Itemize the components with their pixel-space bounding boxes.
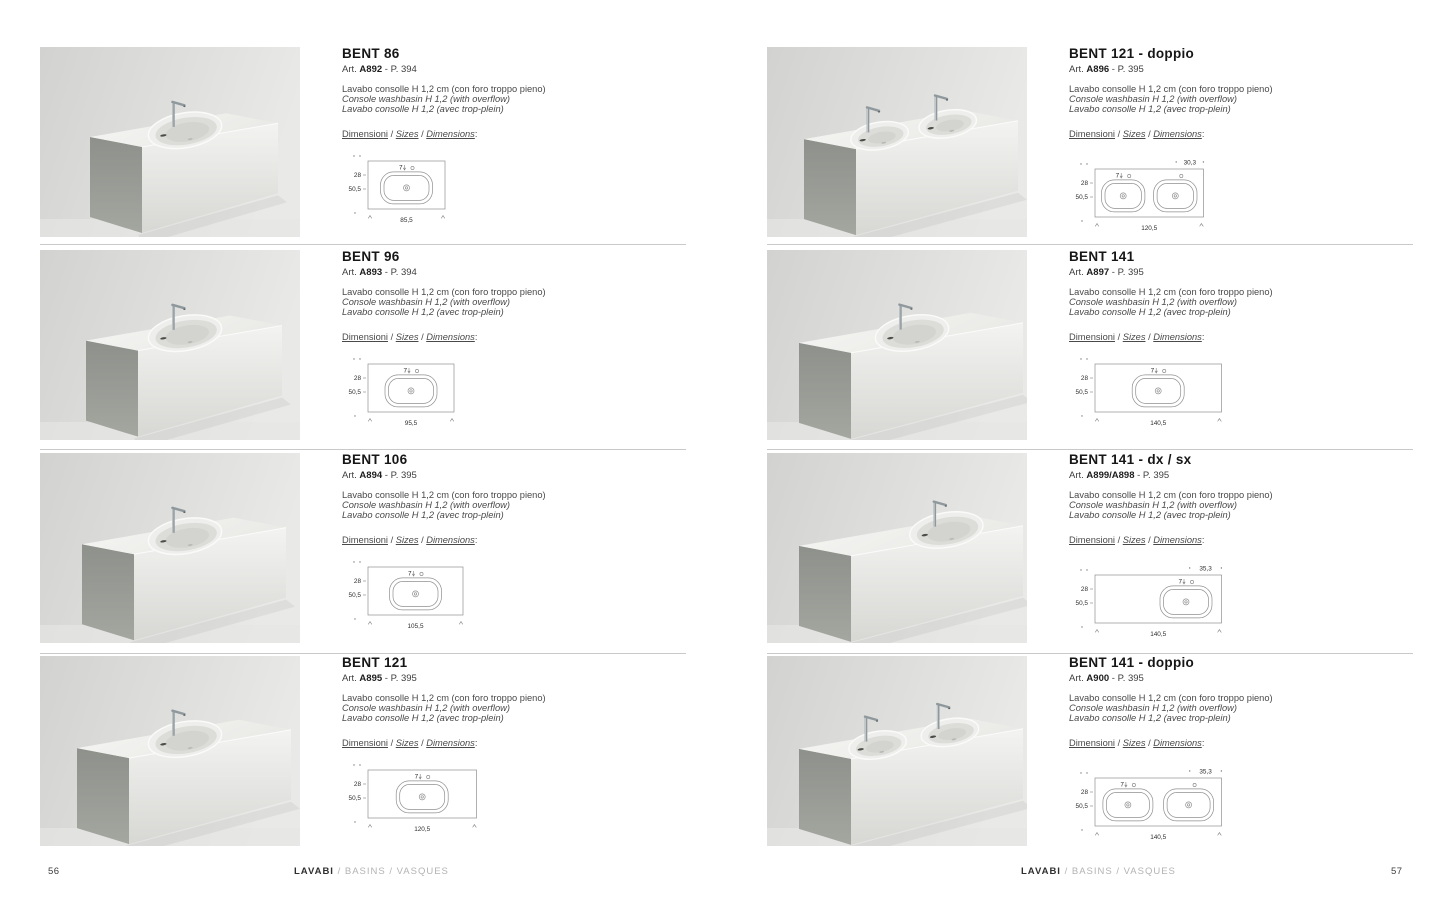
- article-code: A896: [1086, 64, 1110, 75]
- product-photo: [767, 453, 1027, 643]
- product-info: [342, 656, 682, 836]
- product-info: [342, 250, 682, 430]
- description-italian: Lavabo consolle H 1,2 cm (con foro troppo pieno): [342, 84, 546, 94]
- article-label: Art.: [342, 470, 360, 481]
- dimensions-sep: /: [388, 129, 396, 139]
- article-code: A893: [359, 267, 383, 278]
- svg-text:50,5: 50,5: [348, 592, 361, 599]
- dimensions-label-en: Sizes: [395, 129, 419, 139]
- description-italian: Lavabo consolle H 1,2 cm (con foro troppo pieno): [1069, 693, 1273, 703]
- article-label: Art.: [1069, 673, 1087, 684]
- description-french: Lavabo consolle H 1,2 (avec trop-plein): [1069, 713, 1231, 723]
- svg-text:85,5: 85,5: [400, 217, 413, 224]
- product-name: BENT 121: [342, 655, 408, 670]
- dimensions-label-en: Sizes: [1122, 332, 1146, 342]
- article-code: A892: [359, 64, 383, 75]
- page-56: [0, 0, 726, 920]
- description-italian: Lavabo consolle H 1,2 cm (con foro troppo pieno): [342, 287, 546, 297]
- dimensions-label-fr: Dimensions: [1153, 535, 1202, 545]
- svg-text:140,5: 140,5: [1150, 834, 1167, 841]
- description-french: Lavabo consolle H 1,2 (avec trop-plein): [1069, 510, 1231, 520]
- dimensions-label-it: Dimensioni: [1069, 738, 1115, 748]
- dimensions-label-it: Dimensioni: [342, 332, 388, 342]
- dimensions-label-en: Sizes: [1122, 738, 1146, 748]
- svg-text:28: 28: [1080, 180, 1088, 187]
- dimensions-colon: :: [474, 738, 478, 748]
- product-name: BENT 96: [342, 249, 400, 264]
- dimensions-sep: /: [1145, 332, 1154, 342]
- product-info: [1069, 656, 1409, 844]
- footer-category-suffix: / BASINS / VASQUES: [333, 866, 449, 877]
- svg-text:50,5: 50,5: [348, 389, 361, 396]
- dimensions-label-en: Sizes: [395, 332, 419, 342]
- product-info: [1069, 250, 1409, 430]
- dimensions-sep: /: [388, 535, 396, 545]
- row-separator: [40, 244, 686, 245]
- product-photo: [767, 47, 1027, 237]
- article-page-ref: - P. 394: [382, 267, 417, 278]
- description-english: Console washbasin H 1,2 (with overflow): [342, 703, 510, 713]
- dimensions-colon: :: [474, 535, 478, 545]
- description-italian: Lavabo consolle H 1,2 cm (con foro troppo pieno): [1069, 287, 1273, 297]
- dimensions-label: [342, 332, 682, 342]
- product-article-line: [342, 267, 682, 278]
- dimensions-label: [1069, 738, 1409, 748]
- footer-category-main: LAVABI: [294, 866, 334, 877]
- description-french: Lavabo consolle H 1,2 (avec trop-plein): [342, 713, 504, 723]
- svg-text:95,5: 95,5: [404, 420, 418, 427]
- description-italian: Lavabo consolle H 1,2 cm (con foro troppo pieno): [342, 693, 546, 703]
- svg-text:7: 7: [1150, 367, 1155, 375]
- dimensions-label: [342, 129, 682, 139]
- article-page-ref: - P. 394: [382, 64, 417, 75]
- svg-text:140,5: 140,5: [1150, 631, 1167, 638]
- dimensions-label-it: Dimensioni: [1069, 129, 1115, 139]
- product-card: [40, 47, 690, 239]
- description-english: Console washbasin H 1,2 (with overflow): [1069, 94, 1237, 104]
- product-photo: [40, 47, 300, 237]
- product-description: [1069, 84, 1409, 114]
- svg-text:50,5: 50,5: [1075, 194, 1088, 201]
- svg-text:105,5: 105,5: [407, 623, 424, 630]
- dimensions-sep: /: [418, 129, 427, 139]
- product-description: [1069, 490, 1409, 520]
- dimensions-label-fr: Dimensions: [1153, 738, 1202, 748]
- footer-category-main: LAVABI: [1021, 866, 1061, 877]
- page-number: 56: [48, 866, 60, 877]
- dimensions-label-fr: Dimensions: [426, 332, 475, 342]
- description-english: Console washbasin H 1,2 (with overflow): [342, 94, 510, 104]
- product-description: [342, 490, 682, 520]
- svg-text:35,3: 35,3: [1199, 768, 1212, 776]
- svg-text:50,5: 50,5: [348, 186, 361, 193]
- svg-text:7: 7: [1120, 781, 1124, 789]
- dimension-drawing: [1069, 350, 1409, 430]
- svg-text:50,5: 50,5: [348, 795, 361, 802]
- dimensions-sep: /: [418, 738, 427, 748]
- description-french: Lavabo consolle H 1,2 (avec trop-plein): [1069, 307, 1231, 317]
- article-page-ref: - P. 395: [1109, 267, 1144, 278]
- description-italian: Lavabo consolle H 1,2 cm (con foro troppo pieno): [1069, 490, 1273, 500]
- product-card: [40, 250, 690, 442]
- article-label: Art.: [1069, 64, 1087, 75]
- description-french: Lavabo consolle H 1,2 (avec trop-plein): [342, 307, 504, 317]
- svg-text:28: 28: [353, 172, 361, 179]
- dimensions-label: [342, 535, 682, 545]
- product-name: BENT 141 - dx / sx: [1069, 452, 1192, 467]
- article-code: A899/A898: [1086, 470, 1135, 481]
- article-label: Art.: [1069, 470, 1087, 481]
- svg-text:50,5: 50,5: [1075, 389, 1088, 396]
- dimensions-sep: /: [1115, 535, 1123, 545]
- product-photo: [767, 250, 1027, 440]
- svg-text:28: 28: [353, 578, 361, 585]
- dimensions-colon: :: [1201, 535, 1205, 545]
- product-info: [342, 453, 682, 633]
- product-article-line: [342, 673, 682, 684]
- dimensions-sep: /: [1115, 129, 1123, 139]
- dimensions-label-it: Dimensioni: [1069, 332, 1115, 342]
- dimensions-label-it: Dimensioni: [342, 129, 388, 139]
- article-page-ref: - P. 395: [1109, 673, 1144, 684]
- product-card: [767, 47, 1417, 239]
- article-page-ref: - P. 395: [382, 470, 417, 481]
- product-description: [1069, 287, 1409, 317]
- article-label: Art.: [342, 64, 360, 75]
- dimensions-sep: /: [1145, 129, 1154, 139]
- dimensions-label: [1069, 535, 1409, 545]
- product-article-line: [1069, 64, 1409, 75]
- product-card: [767, 250, 1417, 442]
- dimensions-sep: /: [1115, 738, 1123, 748]
- article-code: A895: [359, 673, 383, 684]
- svg-text:28: 28: [353, 781, 361, 788]
- description-english: Console washbasin H 1,2 (with overflow): [1069, 297, 1237, 307]
- dimension-drawing: [1069, 756, 1409, 844]
- dimensions-label-en: Sizes: [1122, 535, 1146, 545]
- product-article-line: [1069, 470, 1409, 481]
- product-article-line: [1069, 673, 1409, 684]
- dimensions-colon: :: [1201, 738, 1205, 748]
- product-name: BENT 121 - doppio: [1069, 46, 1195, 61]
- row-separator: [767, 244, 1413, 245]
- product-description: [342, 287, 682, 317]
- description-english: Console washbasin H 1,2 (with overflow): [1069, 703, 1237, 713]
- dimensions-label-fr: Dimensions: [426, 535, 475, 545]
- footer-category-suffix: / BASINS / VASQUES: [1060, 866, 1176, 877]
- dimensions-label-en: Sizes: [395, 738, 419, 748]
- svg-text:140,5: 140,5: [1150, 420, 1167, 427]
- dimensions-label-it: Dimensioni: [1069, 535, 1115, 545]
- dimensions-sep: /: [388, 332, 396, 342]
- description-french: Lavabo consolle H 1,2 (avec trop-plein): [342, 104, 504, 114]
- dimensions-sep: /: [388, 738, 396, 748]
- product-photo: [767, 656, 1027, 846]
- svg-text:120,5: 120,5: [414, 826, 431, 833]
- svg-text:28: 28: [1080, 789, 1088, 796]
- product-card: [40, 453, 690, 645]
- dimensions-colon: :: [1201, 332, 1205, 342]
- dimension-drawing: [1069, 553, 1409, 641]
- product-photo: [40, 250, 300, 440]
- svg-text:7: 7: [407, 570, 412, 578]
- dimensions-label: [1069, 129, 1409, 139]
- article-code: A900: [1086, 673, 1110, 684]
- product-article-line: [1069, 267, 1409, 278]
- page-number: 57: [1391, 866, 1403, 877]
- svg-text:28: 28: [1080, 375, 1088, 382]
- dimensions-label-fr: Dimensions: [426, 129, 475, 139]
- dimensions-colon: :: [1201, 129, 1205, 139]
- svg-text:7: 7: [398, 164, 403, 172]
- description-italian: Lavabo consolle H 1,2 cm (con foro troppo pieno): [342, 490, 546, 500]
- product-info: [1069, 453, 1409, 641]
- product-name: BENT 141: [1069, 249, 1135, 264]
- product-article-line: [342, 64, 682, 75]
- footer-category: [1021, 866, 1176, 877]
- dimensions-label: [342, 738, 682, 748]
- dimension-drawing: [342, 147, 682, 227]
- dimensions-sep: /: [418, 332, 427, 342]
- product-description: [342, 84, 682, 114]
- dimensions-sep: /: [418, 535, 427, 545]
- product-photo: [40, 656, 300, 846]
- article-page-ref: - P. 395: [1109, 64, 1144, 75]
- article-code: A894: [359, 470, 383, 481]
- svg-text:120,5: 120,5: [1141, 225, 1158, 232]
- svg-text:7: 7: [414, 773, 419, 781]
- article-code: A897: [1086, 267, 1110, 278]
- description-french: Lavabo consolle H 1,2 (avec trop-plein): [1069, 104, 1231, 114]
- svg-text:7: 7: [403, 367, 407, 375]
- dimension-drawing: [1069, 147, 1409, 235]
- svg-text:30,3: 30,3: [1183, 159, 1197, 167]
- dimensions-label-fr: Dimensions: [1153, 129, 1202, 139]
- product-name: BENT 141 - doppio: [1069, 655, 1195, 670]
- dimension-drawing: [342, 756, 682, 836]
- svg-text:7: 7: [1115, 172, 1120, 180]
- product-name: BENT 106: [342, 452, 408, 467]
- product-info: [342, 47, 682, 227]
- row-separator: [767, 653, 1413, 654]
- dimensions-label: [1069, 332, 1409, 342]
- page-57: [727, 0, 1453, 920]
- dimension-drawing: [342, 553, 682, 633]
- row-separator: [40, 653, 686, 654]
- dimensions-colon: :: [474, 129, 478, 139]
- product-info: [1069, 47, 1409, 235]
- svg-text:50,5: 50,5: [1075, 803, 1088, 810]
- dimensions-label-fr: Dimensions: [1153, 332, 1202, 342]
- product-card: [767, 656, 1417, 848]
- dimensions-sep: /: [1115, 332, 1123, 342]
- dimensions-sep: /: [1145, 738, 1154, 748]
- description-english: Console washbasin H 1,2 (with overflow): [1069, 500, 1237, 510]
- svg-text:28: 28: [353, 375, 361, 382]
- article-label: Art.: [1069, 267, 1087, 278]
- article-label: Art.: [342, 267, 360, 278]
- article-page-ref: - P. 395: [1134, 470, 1170, 481]
- product-card: [40, 656, 690, 848]
- description-italian: Lavabo consolle H 1,2 cm (con foro troppo pieno): [1069, 84, 1273, 94]
- product-description: [342, 693, 682, 723]
- article-label: Art.: [342, 673, 360, 684]
- svg-text:35,3: 35,3: [1199, 565, 1212, 573]
- product-photo: [40, 453, 300, 643]
- svg-text:50,5: 50,5: [1075, 600, 1088, 607]
- dimensions-label-fr: Dimensions: [426, 738, 475, 748]
- dimensions-colon: :: [474, 332, 478, 342]
- row-separator: [767, 449, 1413, 450]
- row-separator: [40, 449, 686, 450]
- dimension-drawing: [342, 350, 682, 430]
- product-description: [1069, 693, 1409, 723]
- article-page-ref: - P. 395: [382, 673, 417, 684]
- dimensions-label-en: Sizes: [395, 535, 419, 545]
- svg-text:28: 28: [1080, 586, 1088, 593]
- description-english: Console washbasin H 1,2 (with overflow): [342, 297, 510, 307]
- dimensions-label-it: Dimensioni: [342, 535, 388, 545]
- product-card: [767, 453, 1417, 645]
- description-english: Console washbasin H 1,2 (with overflow): [342, 500, 510, 510]
- description-french: Lavabo consolle H 1,2 (avec trop-plein): [342, 510, 504, 520]
- product-name: BENT 86: [342, 46, 400, 61]
- dimensions-sep: /: [1145, 535, 1154, 545]
- svg-text:7: 7: [1178, 578, 1182, 586]
- dimensions-label-it: Dimensioni: [342, 738, 388, 748]
- product-article-line: [342, 470, 682, 481]
- footer-category: [294, 866, 449, 877]
- dimensions-label-en: Sizes: [1122, 129, 1146, 139]
